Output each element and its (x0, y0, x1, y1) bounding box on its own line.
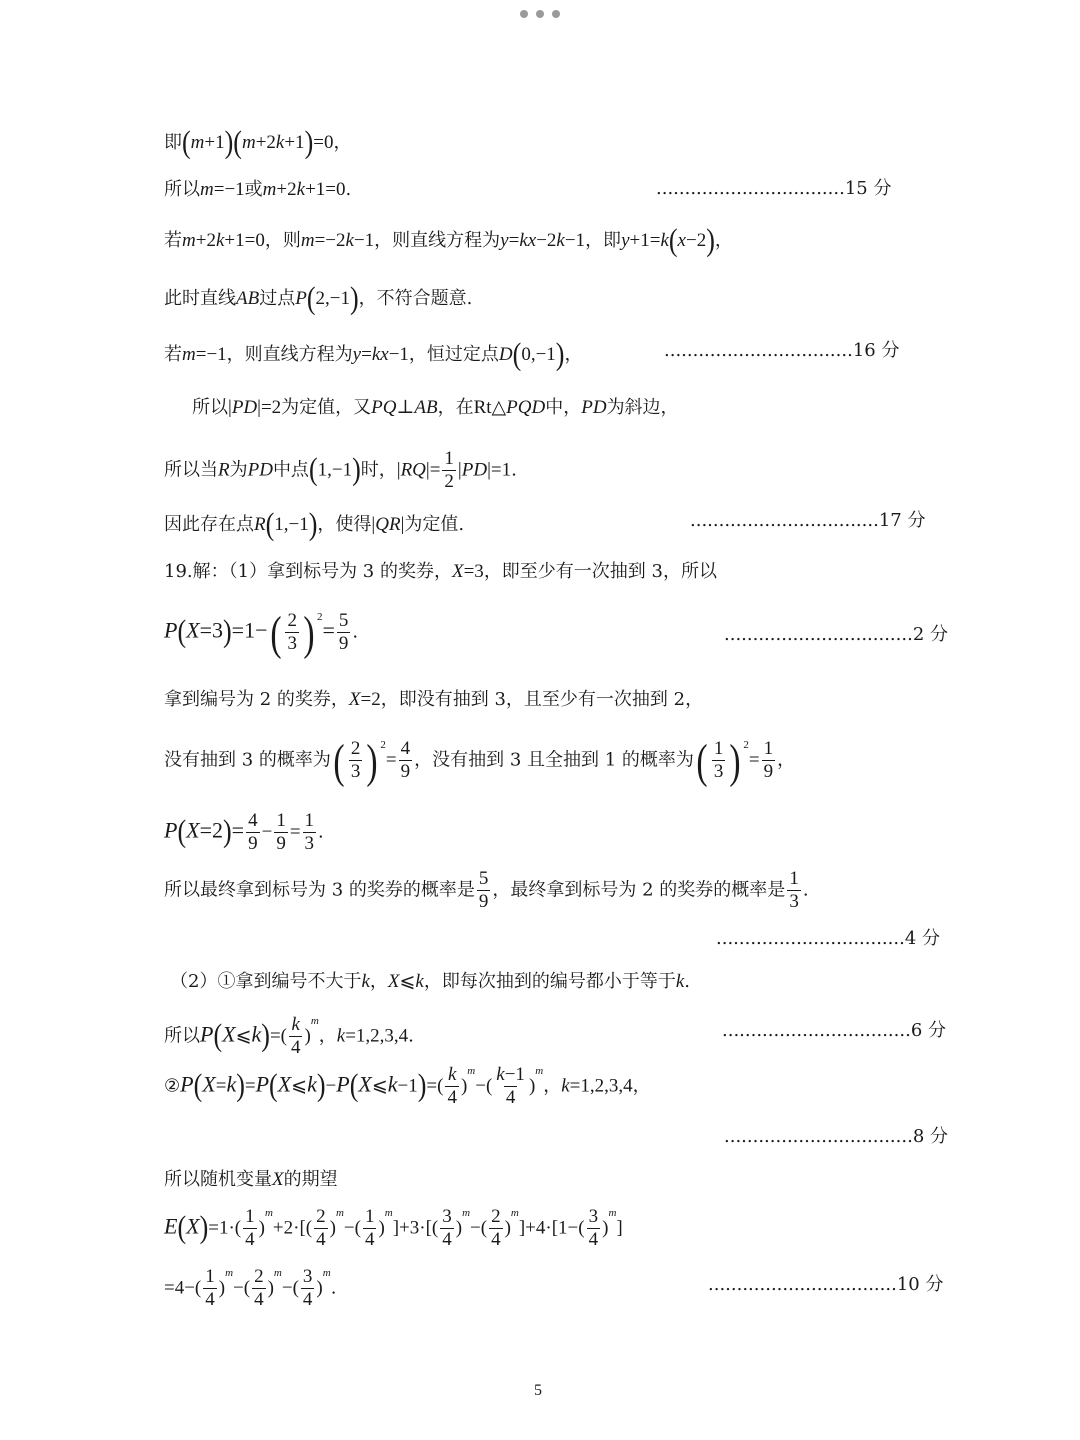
eq-px2: P(X=2)= $\frac{4}{9}$ − $\frac{1}{9}$ = $\frac{1}{3}$ . (164, 810, 324, 854)
text-zhong: 中， (545, 397, 582, 418)
text-zai: ，在 (437, 397, 474, 418)
eq-pxk: ②P(X=k)=P(X⩽k)−P(X⩽k−1)=( $\frac{k}{4}$ )$^m$−( $\frac{k-1}{4}$ )$^m$，k=1,2,3,4， (164, 1064, 651, 1108)
eq-line-6: 所以|PD|=2为定值，又PQ⊥AB，在Rt△PQD中，PD为斜边， (192, 397, 679, 418)
text-l14b: ，最终拿到标号为 2 的奖券的概率是 (492, 879, 786, 901)
eq-pxlek: 所以P(X⩽k)=( $\frac{k}{4}$ )$^m$，k=1,2,3,4. (164, 1014, 414, 1058)
text-weidingzhi2: 为定值. (404, 514, 465, 535)
text-ruo: 若 (164, 230, 182, 251)
eq-ex: E(X)=1·( $\frac{1}{4}$ )$^m$+2·[( $\frac{2}{4}$ )$^m$−( $\frac{1}{4}$ )$^m$]+3·[( $\frac{3}{4}$ )$^m$−( $\frac{2}{4}$ )$^m$]+4·[1−( $\frac{3}{4}$ )$^m$] (164, 1206, 623, 1250)
score-2: .................................2 分 (724, 624, 948, 645)
text-l11b: ，即没有抽到 3，且至少有一次抽到 2， (380, 689, 704, 710)
text-suoyi: 所以 (164, 179, 200, 200)
text-buhe: ，不符合题意. (358, 288, 473, 309)
text-l11a: 拿到编号为 2 的奖券， (164, 689, 349, 710)
text-shi: 时， (360, 459, 397, 481)
text-l12a: 没有抽到 3 的概率为 (164, 749, 331, 771)
text-cishi: 此时直线 (164, 288, 236, 309)
eq-line-2: 所以m=−1或m+2k+1=0. (164, 179, 352, 200)
text-zhongdian: 中点 (272, 459, 309, 481)
text-suoyi-2: 所以 (192, 397, 228, 418)
text-wei: 为 (229, 459, 248, 481)
eq-line-8: 因此存在点R(1,−1)，使得|QR|为定值. (164, 507, 465, 542)
text-suoyi-3: 所以 (164, 1025, 200, 1047)
text-ze-line-2: ，则直线方程为 (226, 344, 353, 365)
text-l14a: 所以最终拿到标号为 3 的奖券的概率是 (164, 879, 475, 901)
eq-line-3: 若m+2k+1=0，则m=−2k−1，则直线方程为y=kx−2k−1，即y+1=k(x−2)， (164, 223, 733, 258)
text-p2b: ，即每次抽到的编号都小于等于 (423, 971, 676, 992)
text-dang: 所以当 (164, 459, 218, 481)
score-17: .................................17 分 (690, 510, 926, 531)
text-expect: 所以随机变量 (164, 1169, 272, 1190)
expect-intro: 所以随机变量X的期望 (164, 1169, 338, 1190)
text-q19b: ，即至少有一次抽到 3，所以 (483, 561, 717, 582)
text-ji: 即 (164, 132, 182, 153)
text-q19a: 19.解：（1）拿到标号为 3 的奖券， (164, 561, 452, 582)
text-circ2: ② (164, 1075, 181, 1097)
text-ze-m: ，则 (264, 230, 301, 251)
text-ji2: ，即 (585, 230, 622, 251)
text-weidingzhi: 为定值，又 (281, 397, 372, 418)
score-6: .................................6 分 (722, 1020, 946, 1041)
eq-line-7: 所以当R为PD中点(1,−1)时，|RQ|= $\frac{1}{2}$ |PD|=1. (164, 448, 517, 492)
text-ze-line: ，则直线方程为 (374, 230, 501, 251)
page-number: 5 (534, 1382, 542, 1399)
q19-intro: 19.解：（1）拿到标号为 3 的奖券，X=3，即至少有一次抽到 3，所以 (164, 561, 717, 582)
text-p2a: （2）①拿到编号不大于 (170, 971, 362, 992)
score-16: .................................16 分 (664, 340, 900, 361)
score-15: .................................15 分 (656, 178, 892, 199)
text-henguo: ，恒过定点 (408, 344, 499, 365)
text-weixiebian: 为斜边， (606, 397, 679, 418)
q19-x2: 拿到编号为 2 的奖券，X=2，即没有抽到 3，且至少有一次抽到 2， (164, 689, 704, 710)
text-yinci: 因此存在点 (164, 514, 254, 535)
text-guodian: 过点 (259, 288, 296, 309)
text-ruo-2: 若 (164, 344, 182, 365)
text-l12b: ，没有抽到 3 且全抽到 1 的概率为 (414, 749, 694, 771)
text-expect2: 的期望 (283, 1169, 338, 1190)
text-huo: 或 (244, 179, 263, 200)
eq-px3: P(X=3)=1−( $\frac{2}{3}$ ) $^2$= $\frac{5}{9}$ . (164, 607, 359, 661)
more-options-icon[interactable] (518, 7, 562, 19)
eq-no3: 没有抽到 3 的概率为( $\frac{2}{3}$ ) $^2$= $\frac{4}{9}$ ，没有抽到 3 且全抽到 1 的概率为( $\frac{1}{3}$ ) $^2$= $\frac{1}{9}$ ， (164, 735, 796, 789)
score-10: .................................10 分 (708, 1274, 944, 1295)
score-8: .................................8 分 (724, 1126, 948, 1147)
q19-part2: （2）①拿到编号不大于k，X⩽k，即每次抽到的编号都小于等于k. (170, 971, 691, 992)
eq-line-1: 即(m+1)(m+2k+1)=0， (164, 125, 352, 160)
q19-final: 所以最终拿到标号为 3 的奖券的概率是 $\frac{5}{9}$ ，最终拿到标号为 2 的奖券的概率是 $\frac{1}{3}$ . (164, 868, 809, 912)
text-shide: ，使得 (317, 514, 372, 535)
score-4: .................................4 分 (716, 928, 940, 949)
eq-ex-result: =4−( $\frac{1}{4}$ )$^m$−( $\frac{2}{4}$ )$^m$−( $\frac{3}{4}$ )$^m$. (164, 1266, 337, 1310)
eq-line-5: 若m=−1，则直线方程为y=kx−1，恒过定点D(0,−1)， (164, 337, 583, 372)
eq-line-4: 此时直线AB过点P(2,−1)，不符合题意. (164, 281, 473, 316)
